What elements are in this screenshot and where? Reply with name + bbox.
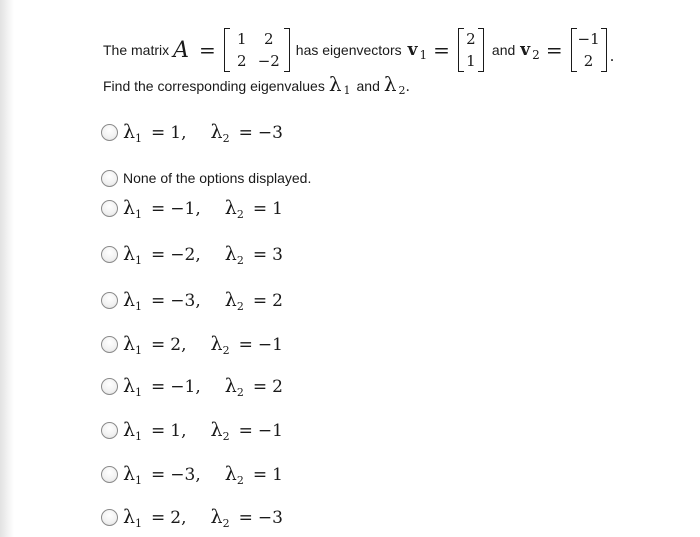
lambda2-value: 2 [272, 291, 283, 311]
lambda1-symbol: λ [123, 121, 136, 143]
equals-sign: = [151, 421, 166, 441]
answer-option[interactable] [101, 416, 283, 444]
lambda1-value: −3 [170, 291, 196, 311]
separator: , [195, 291, 201, 311]
equals-sign: = [151, 123, 166, 143]
equals-sign: = [151, 465, 166, 485]
separator: , [181, 508, 187, 528]
vector-v2 [571, 28, 607, 72]
lambda1-subscript: 1 [135, 208, 143, 221]
lambda1-subscript: 1 [135, 254, 143, 267]
lambda2-subscript: 2 [236, 254, 244, 267]
lambda1-subscript: 1 [135, 430, 143, 443]
lambda2-subscript: 2 [222, 430, 230, 443]
equals-sign: = [151, 335, 166, 355]
equals-sign: = [199, 38, 216, 62]
equals-sign: = [151, 291, 166, 311]
equals-sign: = [252, 291, 268, 311]
answer-option[interactable] [101, 503, 283, 531]
lambda2-symbol: λ [224, 375, 237, 397]
matrix-cell: 2 [264, 30, 274, 48]
equals-sign: = [151, 377, 166, 397]
answer-option[interactable] [101, 330, 283, 358]
lambda2-value: 2 [272, 377, 283, 397]
separator: , [195, 377, 201, 397]
lambda1-symbol: λ [123, 289, 136, 311]
lambda2-value: −3 [257, 508, 283, 528]
lambda1-value: 1 [170, 123, 182, 143]
lambda1-value: −2 [170, 245, 196, 265]
answer-option[interactable] [101, 118, 283, 146]
and-text: and [356, 78, 380, 94]
option-expression [123, 121, 283, 143]
option-expression [123, 289, 283, 311]
lambda2-value: −3 [257, 123, 283, 143]
radio-button[interactable] [101, 124, 118, 141]
instruction-text: Find the corresponding eigenvalues [103, 78, 325, 94]
lambda1-symbol: λ [123, 375, 136, 397]
lambda1-subscript: 1 [135, 344, 143, 357]
lambda1-symbol: λ [123, 243, 136, 265]
matrix-cell: −2 [257, 52, 280, 70]
answer-option[interactable] [101, 164, 311, 192]
equals-sign: = [252, 199, 268, 219]
option-expression [123, 243, 283, 265]
equals-sign: = [151, 508, 166, 528]
answer-option[interactable] [101, 460, 283, 488]
option-expression [123, 197, 283, 219]
answer-option[interactable] [101, 372, 283, 400]
radio-button[interactable] [101, 200, 118, 217]
v2-symbol: v [520, 40, 531, 60]
equals-sign: = [252, 377, 268, 397]
vector-cell: 2 [583, 52, 594, 70]
lambda1-value: 1 [170, 421, 182, 441]
lambda2-symbol: λ [224, 243, 237, 265]
question-line-1 [103, 22, 614, 78]
lambda1-subscript: 1 [135, 300, 143, 313]
lambda2-symbol: λ [224, 289, 237, 311]
vector-v1 [458, 28, 484, 72]
left-edge-shadow [0, 0, 14, 537]
answer-option[interactable] [101, 286, 283, 314]
and-text: and [491, 42, 516, 58]
lambda2-value: 3 [272, 245, 283, 265]
lambda1-subscript: 1 [135, 386, 143, 399]
v1-symbol: v [407, 40, 418, 60]
lambda2-subscript: 2 [222, 344, 230, 357]
equals-sign: = [151, 199, 166, 219]
lambda2-symbol: λ [224, 197, 237, 219]
lambda1-symbol: λ [123, 197, 136, 219]
lambda2-value: −1 [257, 421, 283, 441]
v2-subscript: 2 [532, 48, 540, 62]
radio-button[interactable] [101, 466, 118, 483]
lambda1-value: −3 [170, 465, 196, 485]
separator: , [195, 245, 201, 265]
radio-button[interactable] [101, 246, 118, 263]
separator: , [181, 335, 187, 355]
equals-sign: = [238, 421, 253, 441]
option-expression [123, 375, 283, 397]
sentence-period: . [609, 47, 615, 65]
lambda1-symbol: λ [123, 463, 136, 485]
lambda1-symbol: λ [123, 506, 136, 528]
lambda1-symbol: λ [123, 419, 136, 441]
has-eigenvectors-text: has eigenvectors [295, 42, 402, 58]
equals-sign: = [545, 38, 563, 62]
lambda1-subscript: 1 [343, 84, 351, 97]
lambda1-subscript: 1 [135, 474, 143, 487]
lambda2-subscript: 2 [222, 517, 230, 530]
equals-sign: = [238, 123, 253, 143]
option-expression [123, 506, 283, 528]
answer-option[interactable] [101, 240, 283, 268]
lambda2-value: 1 [272, 199, 283, 219]
option-expression [123, 333, 283, 355]
lambda1-value: 2 [170, 508, 182, 528]
equals-sign: = [252, 465, 268, 485]
sentence-period: . [405, 79, 410, 95]
equals-sign: = [252, 245, 268, 265]
lambda1-subscript: 1 [135, 132, 143, 145]
lambda2-symbol: λ [210, 506, 223, 528]
separator: , [181, 421, 187, 441]
equals-sign: = [238, 508, 253, 528]
radio-button[interactable] [101, 170, 118, 187]
lambda2-subscript: 2 [236, 208, 244, 221]
answer-option[interactable] [101, 194, 283, 222]
matrix-A [224, 28, 290, 72]
equals-sign: = [151, 245, 166, 265]
separator: , [181, 123, 187, 143]
option-expression [123, 463, 283, 485]
lambda1-symbol: λ [328, 72, 342, 96]
matrix-symbol: A [173, 37, 190, 63]
equals-sign: = [238, 335, 253, 355]
question-prompt [103, 14, 693, 104]
radio-button[interactable] [101, 378, 118, 395]
lambda1-value: 2 [170, 335, 182, 355]
intro-text: The matrix [103, 42, 170, 58]
separator: , [195, 199, 201, 219]
lambda2-subscript: 2 [398, 84, 406, 97]
lambda2-symbol: λ [224, 463, 237, 485]
option-expression [123, 419, 283, 441]
lambda2-subscript: 2 [236, 300, 244, 313]
v1-subscript: 1 [419, 48, 428, 62]
equals-sign: = [433, 38, 450, 62]
radio-button[interactable] [101, 336, 118, 353]
vector-cell: −1 [577, 30, 600, 48]
option-label: None of the options displayed. [123, 170, 312, 186]
lambda1-symbol: λ [123, 333, 136, 355]
lambda1-subscript: 1 [135, 517, 143, 530]
lambda2-subscript: 2 [222, 132, 230, 145]
radio-button[interactable] [101, 509, 118, 526]
matrix-cell: 1 [237, 30, 247, 48]
radio-button[interactable] [101, 422, 118, 439]
vector-cell: 1 [466, 52, 476, 70]
lambda2-value: −1 [257, 335, 283, 355]
lambda1-value: −1 [170, 199, 196, 219]
lambda2-subscript: 2 [236, 474, 244, 487]
lambda2-subscript: 2 [236, 386, 244, 399]
vector-cell: 2 [466, 30, 476, 48]
lambda2-symbol: λ [210, 333, 223, 355]
matrix-cell: 2 [237, 52, 247, 70]
question-line-2 [103, 72, 410, 96]
lambda2-symbol: λ [383, 72, 397, 96]
lambda1-value: −1 [170, 377, 196, 397]
lambda2-value: 1 [272, 465, 283, 485]
lambda2-symbol: λ [210, 121, 223, 143]
radio-button[interactable] [101, 292, 118, 309]
separator: , [195, 465, 201, 485]
lambda2-symbol: λ [210, 419, 223, 441]
